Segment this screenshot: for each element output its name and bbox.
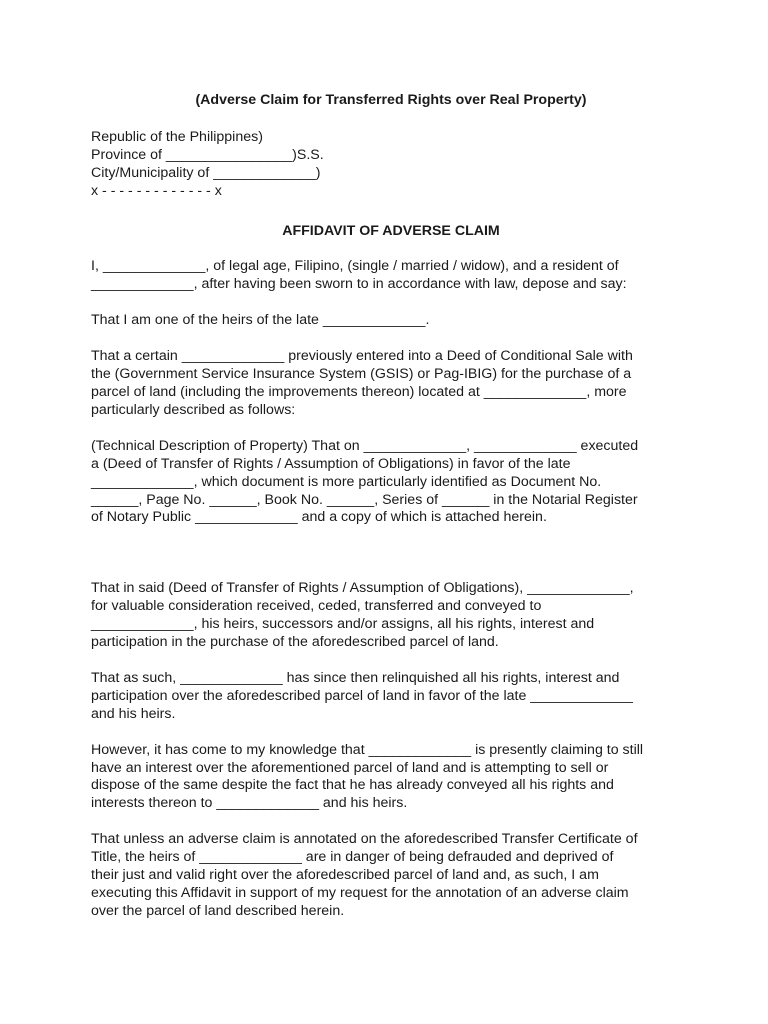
caption-line: Province of ________________)S.S. bbox=[91, 146, 324, 163]
text-line: particularly described as follows: bbox=[91, 401, 296, 418]
text-line: parcel of land (including the improvements thereon) located at _____________, more bbox=[91, 383, 627, 400]
text-line: That as such, _____________ has since then relinquished all his rights, interest and bbox=[91, 669, 620, 686]
document-body bbox=[91, 92, 691, 939]
text-line: That in said (Deed of Transfer of Rights / Assumption of Obligations), _____________, bbox=[91, 580, 634, 597]
text-line: and his heirs. bbox=[91, 705, 176, 722]
text-line: (Technical Description of Property) That on _____________, _____________ executed bbox=[91, 437, 639, 454]
paragraph-annotation-request bbox=[91, 831, 691, 921]
caption-line: x - - - - - - - - - - - - - x bbox=[91, 182, 222, 199]
caption-line: Republic of the Philippines) bbox=[91, 128, 263, 145]
text-line: their just and valid right over the aforedescribed parcel of land and, as such, I am bbox=[91, 867, 599, 884]
venue-caption bbox=[91, 129, 691, 201]
text-line: _____________, after having been sworn to in accordance with law, depose and say: bbox=[91, 276, 627, 293]
text-line: Title, the heirs of _____________ are in danger of being defrauded and deprived of bbox=[91, 849, 614, 866]
text-line: have an interest over the aforementioned parcel of land and is attempting to sell or bbox=[91, 759, 609, 776]
paragraph-transfer bbox=[91, 580, 691, 652]
text-line: participation over the aforedescribed parcel of land in favor of the late _____________ bbox=[91, 687, 633, 704]
text-line: of Notary Public _____________ and a copy of which is attached herein. bbox=[91, 509, 547, 526]
affidavit-heading: AFFIDAVIT OF ADVERSE CLAIM bbox=[282, 222, 500, 239]
paragraph-declarant bbox=[91, 258, 691, 294]
text-line: a (Deed of Transfer of Rights / Assumption of Obligations) in favor of the late bbox=[91, 455, 571, 472]
text-line: the (Government Service Insurance System (GSIS) or Pag-IBIG) for the purchase of a bbox=[91, 366, 632, 383]
text-line: over the parcel of land described herein. bbox=[91, 902, 345, 919]
paragraph-heir bbox=[91, 312, 691, 330]
text-line: However, it has come to my knowledge that _____________ is presently claiming to still bbox=[91, 741, 644, 758]
text-line: _____________, which document is more particularly identified as Document No. bbox=[91, 473, 602, 490]
text-line: for valuable consideration received, ceded, transferred and conveyed to bbox=[91, 598, 542, 615]
paragraph-knowledge bbox=[91, 742, 691, 814]
paragraph-technical-description bbox=[91, 438, 691, 528]
text-line: I, _____________, of legal age, Filipino, (single / married / widow), and a resident of bbox=[91, 258, 619, 275]
document-title: (Adverse Claim for Transferred Rights over Real Property) bbox=[195, 92, 587, 108]
text-line: participation in the purchase of the aforedescribed parcel of land. bbox=[91, 634, 499, 651]
paragraph-relinquished bbox=[91, 670, 691, 724]
text-line: executing this Affidavit in support of my request for the annotation of an adverse claim bbox=[91, 885, 629, 901]
text-line: _____________, his heirs, successors and/or assigns, all his rights, interest and bbox=[91, 616, 595, 633]
text-line: That unless an adverse claim is annotated on the aforedescribed Transfer Certificate of bbox=[91, 831, 638, 848]
text-line: interests thereon to _____________ and his heirs. bbox=[91, 795, 408, 812]
paragraph-deed-of-sale bbox=[91, 348, 691, 420]
text-line: dispose of the same despite the fact that he has already conveyed all his rights and bbox=[91, 777, 614, 794]
text-line: ______, Page No. ______, Book No. ______, Series of ______ in the Notarial Register bbox=[91, 491, 638, 508]
text-line: That a certain _____________ previously entered into a Deed of Conditional Sale with bbox=[91, 348, 633, 365]
text-line: That I am one of the heirs of the late _____________. bbox=[91, 312, 430, 329]
caption-line: City/Municipality of _____________) bbox=[91, 164, 321, 181]
